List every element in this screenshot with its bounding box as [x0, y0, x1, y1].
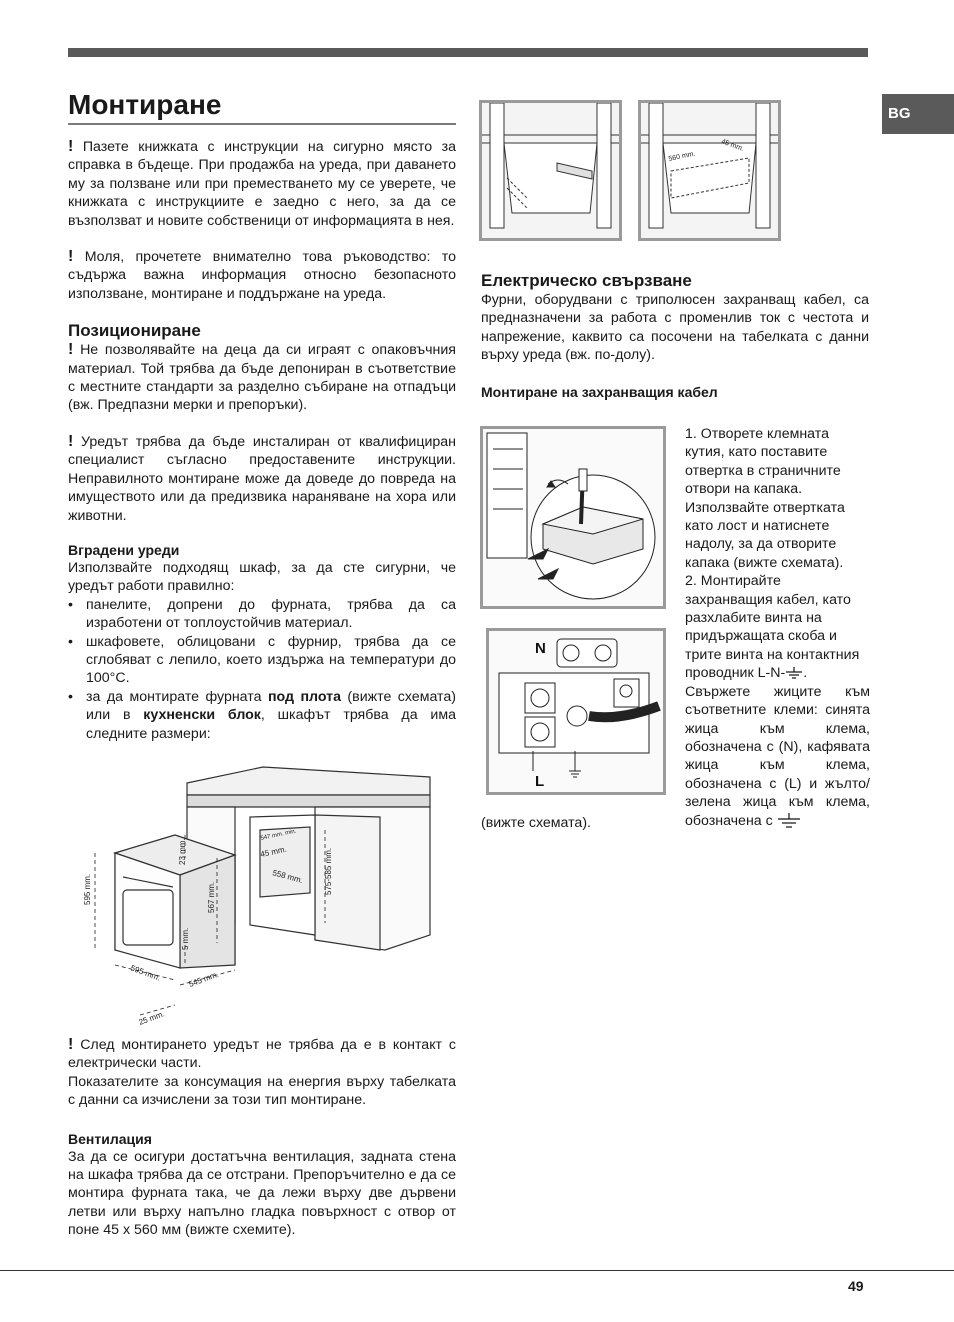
- list-item: • за да монтирате фурната под плота (вижте схемата) или в кухненски блок, шкафът трябва да има следните размери:: [68, 688, 456, 743]
- vent-figure-right: [638, 100, 781, 241]
- dim-5: 5 mm.: [181, 927, 190, 950]
- dim-547: 547 mm. min.: [260, 828, 297, 842]
- warning-mark: !: [68, 432, 74, 450]
- ventilation-paragraph: За да се осигури достатъчна вентилация, задната стена на шкафа трябва да се отстрани. Препоръчително е да се монтира фурната така, че да лежи върху две дървени летви или върху напълно гладка повърхност с отвор от поне 45 х 560 мм (вижте схемите).: [68, 1148, 456, 1239]
- dim-25: 25 mm.: [137, 1009, 166, 1027]
- dim-595-width: 595 mm.: [129, 963, 162, 983]
- positioning-paragraph-2: ! Уредът трябва да бъде инсталиран от квалифициран специалист съгласно предоставените инструкции. Неправилното монтиране може да доведе до повреда на имуществото или да предизвика нараняване на хора или животни.: [68, 432, 456, 524]
- dim-575: 575-585 mm.: [324, 847, 333, 895]
- dim-545: 545 mm.: [187, 969, 220, 989]
- installation-diagram: [75, 765, 460, 1030]
- ground-icon: [785, 667, 803, 681]
- page-number: 49: [848, 1278, 864, 1294]
- terminal-l-label: L: [535, 773, 545, 790]
- warning-mark: !: [68, 248, 74, 266]
- vent-figure-left: [479, 100, 622, 241]
- warning-mark: !: [68, 1036, 74, 1053]
- dim-595-height: 595 mm.: [83, 873, 92, 905]
- dim-567: 567 mm.: [207, 881, 216, 913]
- wiring-figure: [486, 628, 666, 795]
- list-item: • панелите, допрени до фурната, трябва да са изработени от топлоустойчив материал.: [68, 596, 456, 633]
- step-3: Свържете жиците към съответните клеми: синята жица към клема, обозначена с (N), кафявата жица към клема, обозначена с (L) и жълто/зелена жица към клема, обозначена с: [685, 683, 870, 829]
- ventilation-heading: Вентилация: [68, 1130, 152, 1147]
- positioning-paragraph-1: ! Не позволявайте на деца да си играят с опаковъчния материал. Той трябва да бъде депониран в съответствие с местните стандарти за разделно събиране на отпадъци (вж. Предпазни мерки и препоръки).: [68, 341, 456, 414]
- intro-paragraph-2: ! Моля, прочетете внимателно това ръководство: то съдържа важна информация относно безопасното използване, монтиране и поддържане на уреда.: [68, 248, 456, 302]
- builtin-paragraph: Използвайте подходящ шкаф, за да сте сигурни, че уредът работи правилно:: [68, 559, 456, 595]
- terminal-n-label: N: [535, 640, 546, 657]
- language-tab: BG: [882, 94, 954, 134]
- warning-mark: !: [68, 341, 74, 359]
- cable-mounting-heading: Монтиране на захранващия кабел: [481, 383, 718, 400]
- step-1: 1. Отворете клемната кутия, като поставите отвертка в страничните отвори на капака. Използвайте отвертката като лост и натиснете надолу, за да отворите капака (вижте схемата).: [685, 426, 845, 571]
- electrical-heading: Електрическо свързване: [481, 271, 692, 290]
- vent-dim-45: 45 mm.: [720, 138, 745, 153]
- terminal-box-figure: [480, 426, 666, 609]
- positioning-heading: Позициониране: [68, 321, 201, 341]
- electrical-paragraph: Фурни, оборудвани с триполюсен захранващ кабел, са предназначени за работа с променлив ток с честота и напрежение, каквито са посочени на табелката с данни върху уреда (вж. по-долу).: [481, 292, 869, 364]
- see-diagram-note: (вижте схемата).: [481, 815, 591, 831]
- dim-45: 45 mm.: [259, 844, 288, 859]
- top-rule: [68, 48, 868, 57]
- left-column: [68, 138, 456, 743]
- builtin-list: [68, 596, 456, 743]
- dim-558: 558 mm.: [271, 868, 304, 885]
- builtin-heading: Вградени уреди: [68, 541, 180, 558]
- electrical-block: [481, 271, 869, 401]
- page-title: Монтиране: [68, 88, 456, 125]
- after-install-paragraph-1: ! След монтирането уредът не трябва да е в контакт с електрически части.: [68, 1036, 456, 1072]
- list-item: • шкафовете, облицовани с фурнир, трябва да се сглобяват с лепило, което издържа на температури до 100°С.: [68, 633, 456, 688]
- warning-mark: !: [68, 138, 74, 155]
- dim-23: 23 mm.: [178, 838, 187, 865]
- step-2: 2. Монтирайте захранващия кабел, като разхлабите винта на придържащата скоба и трите винта на контактния проводник L-N- .: [685, 573, 860, 682]
- vent-dim-560: 560 mm.: [667, 150, 697, 163]
- wiring-steps: [685, 425, 870, 830]
- intro-paragraph-1: ! Пазете книжката с инструкции на сигурно място за справка в бъдеще. При продажба на уреда, при даването му за ползване или при преместването му се уверете, че книжката с инструкциите е заедно с него, за да се възползват и новите собственици от информацията в нея.: [68, 138, 457, 229]
- footer-rule: [0, 1270, 954, 1271]
- after-install-paragraph-2: Показателите за консумация на енергия върху табелката с данни са изчислени за този тип монтиране.: [68, 1073, 456, 1109]
- after-install-block: [68, 1036, 456, 1240]
